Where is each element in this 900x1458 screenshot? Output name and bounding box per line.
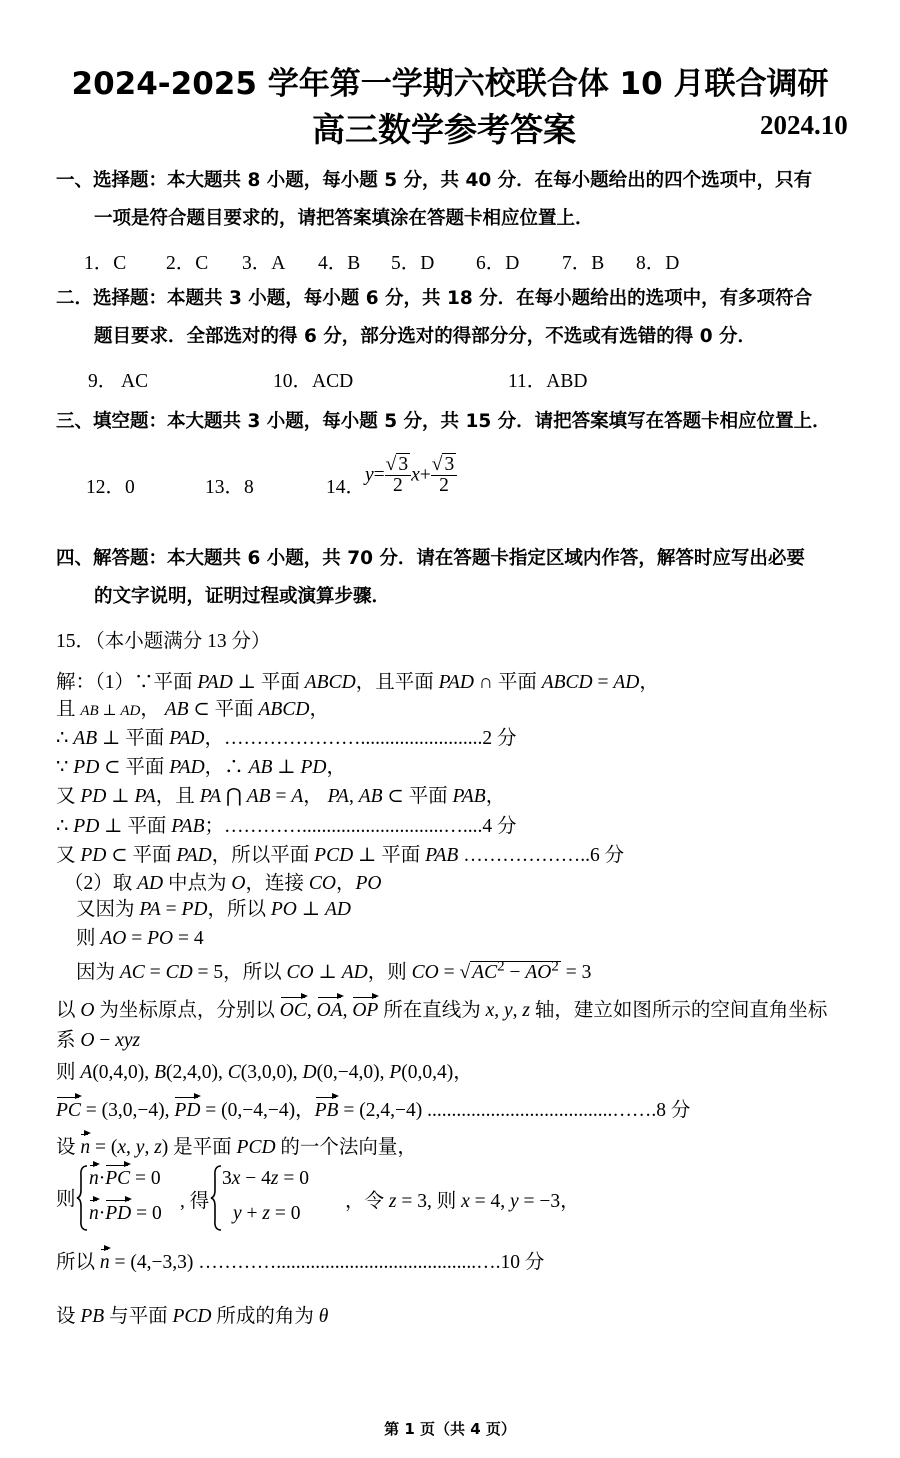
section-1-instructions	[56, 162, 856, 238]
solution-line-15: PC = (3,0,−4), PD = (0,−4,−4)，PB = (2,4,−4) ......................................…….8 分	[56, 1100, 691, 1121]
solution-line-6: ∴ PD ⊥ 平面 PAB；………….............................…....4 分	[56, 816, 517, 837]
score-6: 6 分	[589, 845, 625, 866]
solution-line-17-get: , 得	[180, 1191, 210, 1212]
solution-line-14: 则 A(0,4,0), B(2,4,0), C(3,0,0), D(0,−4,0), P(0,0,4)，	[56, 1062, 473, 1083]
solution-line-16: 设 n = (x, y, z) 是平面 PCD 的一个法向量，	[56, 1137, 417, 1158]
score-2: 2 分	[482, 728, 517, 749]
section-1-line-2: 一项是符合题目要求的，请把答案填涂在答题卡相应位置上．	[94, 208, 594, 229]
equation-n-pd: n·PD = 0	[89, 1203, 162, 1224]
section-2-line-2: 题目要求．全部选对的得 6 分，部分选对的得部分分，不选或有选错的得 0 分．	[94, 326, 757, 347]
solution-line-11: 因为 AC = CD = 5，所以 CO ⊥ AD，则 CO = √ $AC^2 - AO^2 = 3$	[76, 958, 592, 983]
solution-line-12: 以 O 为坐标原点，分别以 OC, OA, OP 所在直线为 x, y, z 轴，建立如图所示的空间直角坐标	[56, 1000, 828, 1021]
section-1-line-1: 一、选择题：本大题共 8 小题，每小题 5 分，共 40 分．在每小题给出的四个选项中，只有	[56, 170, 813, 191]
solution-line-18: 所以 n = (4,−3,3) ………….........................................….10 分	[56, 1252, 545, 1273]
solution-line-4: ∵ PD ⊂ 平面 PAD，∴ AB ⊥ PD，	[56, 757, 346, 778]
answer-13: 13．8	[205, 477, 254, 498]
answer-8: 8．D	[636, 253, 680, 274]
solution-line-5: 又 PD ⊥ PA，且 PA ⋂ AB = A， PA, AB ⊂ 平面 PAB，	[56, 786, 506, 807]
date-label: 2024.10	[760, 110, 848, 140]
left-brace-icon	[75, 1164, 89, 1232]
solution-line-19: 设 PB 与平面 PCD 所成的角为 θ	[56, 1306, 329, 1327]
answer-9: 9． AC	[88, 371, 149, 392]
answer-7: 7．B	[562, 253, 605, 274]
answer-14-formula: y= $\frac{√ 3}{2}$ x+ $\frac{√ 3}{2}$	[365, 455, 457, 497]
answer-12: 12．0	[86, 477, 135, 498]
solution-line-17-prefix: 则	[56, 1189, 76, 1210]
section-2-line-1: 二．选择题：本题共 3 小题，每小题 6 分，共 18 分．在每小题给出的选项中，有多项符合	[56, 288, 813, 309]
solution-line-7: 又 PD ⊂ 平面 PAD，所以平面 PCD ⊥ 平面 PAB ………………..6 分	[56, 845, 625, 866]
title-line-1: 2024-2025 学年第一学期六校联合体 10 月联合调研	[71, 66, 829, 102]
answer-5: 5．D	[391, 253, 435, 274]
score-8: 8 分	[656, 1100, 691, 1121]
section-4-instructions	[56, 540, 856, 616]
solution-line-2: 且 AB ⊥ AD， AB ⊂ 平面 ABCD，	[56, 699, 329, 720]
title-line-2: 高三数学参考答案	[312, 110, 576, 149]
section-3-instructions	[56, 403, 856, 441]
section-3-line-1: 三、填空题：本大题共 3 小题，每小题 5 分，共 15 分．请把答案填写在答题卡相应位置上．	[56, 411, 831, 432]
problem-15-heading: 15．（本小题满分 13 分）	[56, 631, 271, 652]
section-4-line-1: 四、解答题：本大题共 6 小题，共 70 分．请在答题卡指定区域内作答，解答时应写出必要	[56, 548, 805, 569]
section-4-line-2: 的文字说明，证明过程或演算步骤．	[94, 586, 391, 607]
solution-line-1: 解：（1）∵平面 PAD ⊥ 平面 ABCD，且平面 PAD ∩ 平面 ABCD = AD，	[56, 672, 659, 693]
answer-2: 2．C	[166, 253, 209, 274]
solution-line-17-suffix: ，令 z = 3, 则 x = 4, y = −3，	[345, 1191, 580, 1212]
left-brace-icon	[209, 1164, 223, 1232]
score-10: 10 分	[500, 1252, 545, 1273]
section-2-instructions	[56, 280, 856, 356]
answer-6: 6．D	[476, 253, 520, 274]
solution-line-3: ∴ AB ⊥ 平面 PAD，………………….........................2 分	[56, 728, 517, 749]
answer-10: 10．ACD	[273, 371, 354, 392]
answer-11: 11．ABD	[508, 371, 588, 392]
equation-n-pc: n·PC = 0	[89, 1168, 161, 1189]
solution-line-8: （2）取 AD 中点为 O，连接 CO，PO	[64, 873, 382, 894]
solution-line-13: 系 O − xyz	[56, 1030, 141, 1051]
score-4: 4 分	[482, 816, 517, 837]
solution-line-10: 则 AO = PO = 4	[76, 928, 204, 949]
equation-y-z: y + z = 0	[233, 1203, 301, 1224]
solution-line-9: 又因为 PA = PD，所以 PO ⊥ AD	[76, 899, 351, 920]
answer-3: 3．A	[242, 253, 286, 274]
answer-4: 4．B	[318, 253, 361, 274]
page-footer: 第 1 页（共 4 页）	[384, 1420, 516, 1438]
answer-14-label: 14．	[326, 477, 366, 498]
equation-3x-4z: 3x − 4z = 0	[222, 1168, 309, 1189]
answer-1: 1．C	[84, 253, 127, 274]
